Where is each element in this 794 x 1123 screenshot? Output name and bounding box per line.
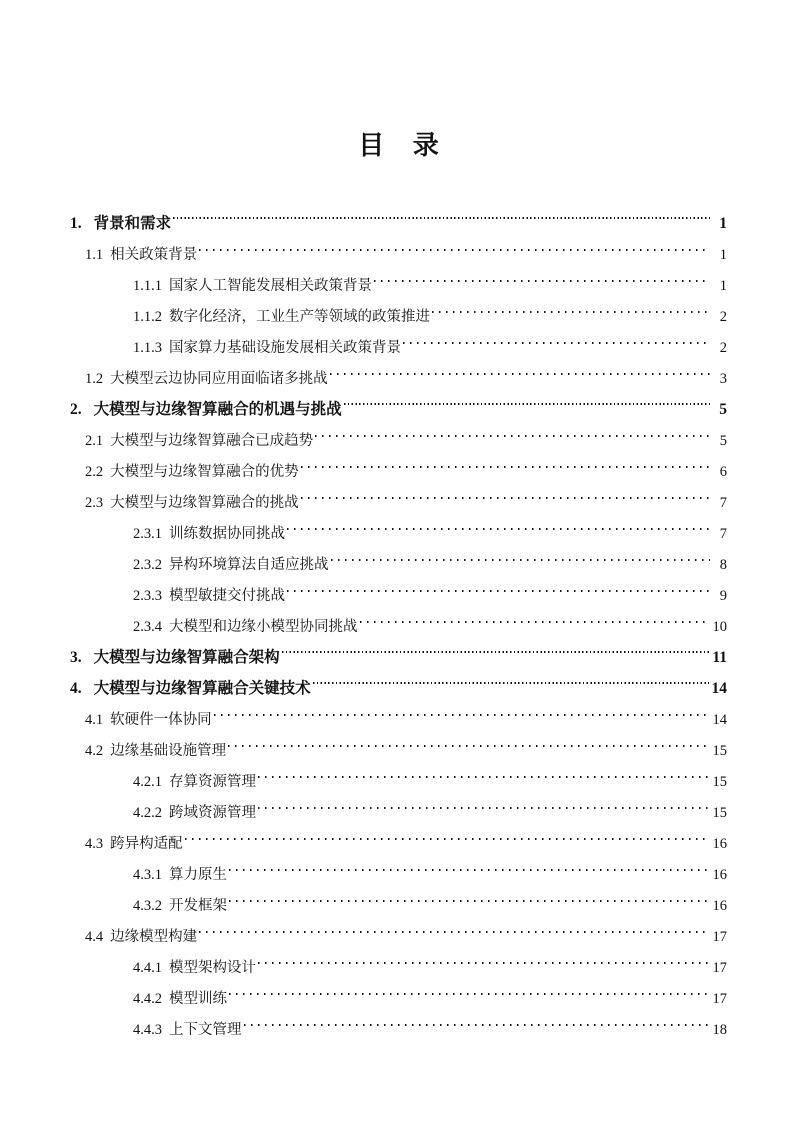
entry-number: 4.4 xyxy=(85,929,104,945)
entry-number: 4.3.2 xyxy=(133,898,162,914)
entry-number: 1. xyxy=(70,215,82,232)
dot-leader xyxy=(214,693,710,724)
dot-leader xyxy=(403,321,710,352)
entry-page-number: 18 xyxy=(712,1022,727,1038)
entry-number: 2. xyxy=(70,401,82,418)
dot-leader xyxy=(315,414,710,445)
entry-number: 4.3 xyxy=(85,836,104,852)
toc-list xyxy=(70,197,727,1038)
entry-title: 模型架构设计 xyxy=(169,960,256,976)
entry-number: 2.3.4 xyxy=(133,619,162,635)
dot-leader xyxy=(199,910,709,941)
dot-leader xyxy=(432,290,710,321)
entry-page-number: 14 xyxy=(712,712,727,728)
entry-page-number: 17 xyxy=(712,991,727,1007)
entry-title: 大模型云边协同应用面临诸多挑战 xyxy=(110,371,328,387)
entry-title: 跨异构适配 xyxy=(110,836,183,852)
entry-number: 1.1.3 xyxy=(133,340,162,356)
entry-number: 4.2.2 xyxy=(133,805,162,821)
dot-leader xyxy=(344,383,710,414)
entry-page-number: 7 xyxy=(719,526,727,542)
dot-leader xyxy=(244,1003,710,1034)
dot-leader xyxy=(287,569,710,600)
entry-number: 4.4.3 xyxy=(133,1022,162,1038)
dot-leader xyxy=(287,507,710,538)
entry-title: 模型训练 xyxy=(169,991,227,1007)
entry-page-number: 17 xyxy=(712,929,727,945)
entry-page-number: 2 xyxy=(719,309,727,325)
dot-leader xyxy=(229,972,710,1003)
entry-number: 3. xyxy=(70,649,82,666)
entry-number: 4.3.1 xyxy=(133,867,162,883)
dot-leader xyxy=(331,538,711,569)
dot-leader xyxy=(199,228,710,259)
entry-title: 开发框架 xyxy=(169,898,227,914)
entry-number: 1.2 xyxy=(85,371,104,387)
page-title: 目 录 xyxy=(358,131,439,160)
entry-title: 国家算力基础设施发展相关政策背景 xyxy=(169,340,401,356)
entry-page-number: 6 xyxy=(719,464,727,480)
entry-title: 大模型和边缘小模型协同挑战 xyxy=(169,619,358,635)
entry-number: 4.2 xyxy=(85,743,104,759)
entry-page-number: 1 xyxy=(719,278,727,294)
entry-title: 国家人工智能发展相关政策背景 xyxy=(169,278,372,294)
entry-page-number: 3 xyxy=(719,371,727,387)
entry-number: 2.3 xyxy=(85,495,104,511)
entry-title: 边缘模型构建 xyxy=(110,929,198,945)
entry-page-number: 11 xyxy=(712,649,727,666)
dot-leader xyxy=(330,352,710,383)
entry-page-number: 16 xyxy=(712,836,727,852)
entry-page-number: 7 xyxy=(719,495,727,511)
entry-page-number: 9 xyxy=(719,588,727,604)
entry-title: 大模型与边缘智算融合关键技术 xyxy=(93,680,311,697)
entry-page-number: 15 xyxy=(712,743,727,759)
entry-title: 跨域资源管理 xyxy=(169,805,256,821)
entry-title: 大模型与边缘智算融合架构 xyxy=(93,649,280,666)
entry-number: 4.4.1 xyxy=(133,960,162,976)
entry-page-number: 1 xyxy=(719,247,727,263)
entry-page-number: 16 xyxy=(712,898,727,914)
entry-page-number: 2 xyxy=(719,340,727,356)
dot-leader xyxy=(258,786,710,817)
entry-title: 模型敏捷交付挑战 xyxy=(169,588,285,604)
entry-title: 大模型与边缘智算融合已成趋势 xyxy=(110,433,314,449)
dot-leader xyxy=(313,662,709,693)
entry-number: 4.4.2 xyxy=(133,991,162,1007)
dot-leader xyxy=(228,724,709,755)
entry-number: 2.1 xyxy=(85,433,104,449)
dot-leader xyxy=(173,197,710,228)
entry-page-number: 14 xyxy=(711,680,727,697)
entry-title: 大模型与边缘智算融合的挑战 xyxy=(110,495,299,511)
entry-page-number: 5 xyxy=(719,401,727,418)
entry-title: 边缘基础设施管理 xyxy=(110,743,227,759)
entry-number: 1.1.1 xyxy=(133,278,162,294)
entry-title: 相关政策背景 xyxy=(110,247,198,263)
dot-leader xyxy=(258,941,710,972)
entry-title: 大模型与边缘智算融合的机遇与挑战 xyxy=(93,401,342,418)
dot-leader xyxy=(282,631,710,662)
entry-title: 数字化经济，工业生产等领域的政策推进 xyxy=(169,309,430,325)
entry-number: 1.1.2 xyxy=(133,309,162,325)
entry-page-number: 1 xyxy=(719,215,727,232)
entry-number: 4. xyxy=(70,680,82,697)
entry-number: 2.3.3 xyxy=(133,588,162,604)
entry-number: 1.1 xyxy=(85,247,104,263)
entry-page-number: 5 xyxy=(719,433,727,449)
dot-leader xyxy=(301,476,710,507)
entry-title: 异构环境算法自适应挑战 xyxy=(169,557,329,573)
entry-number: 4.2.1 xyxy=(133,774,162,790)
dot-leader xyxy=(229,879,710,910)
entry-number: 4.1 xyxy=(85,712,104,728)
entry-title: 训练数据协同挑战 xyxy=(169,526,285,542)
entry-title: 上下文管理 xyxy=(169,1022,242,1038)
entry-page-number: 15 xyxy=(712,805,727,821)
entry-number: 2.2 xyxy=(85,464,104,480)
entry-page-number: 15 xyxy=(712,774,727,790)
entry-page-number: 8 xyxy=(719,557,727,573)
entry-number: 2.3.2 xyxy=(133,557,162,573)
dot-leader xyxy=(301,445,710,476)
entry-title: 大模型与边缘智算融合的优势 xyxy=(110,464,299,480)
entry-title: 背景和需求 xyxy=(93,215,172,232)
entry-title: 软硬件一体协同 xyxy=(110,712,212,728)
dot-leader xyxy=(258,755,710,786)
entry-page-number: 17 xyxy=(712,960,727,976)
entry-title: 存算资源管理 xyxy=(169,774,256,790)
entry-number: 2.3.1 xyxy=(133,526,162,542)
dot-leader xyxy=(229,848,710,879)
dot-leader xyxy=(185,817,710,848)
entry-page-number: 10 xyxy=(712,619,727,635)
toc-entry[interactable] xyxy=(70,197,727,232)
entry-page-number: 16 xyxy=(712,867,727,883)
dot-leader xyxy=(360,600,710,631)
entry-title: 算力原生 xyxy=(169,867,227,883)
dot-leader xyxy=(374,259,710,290)
